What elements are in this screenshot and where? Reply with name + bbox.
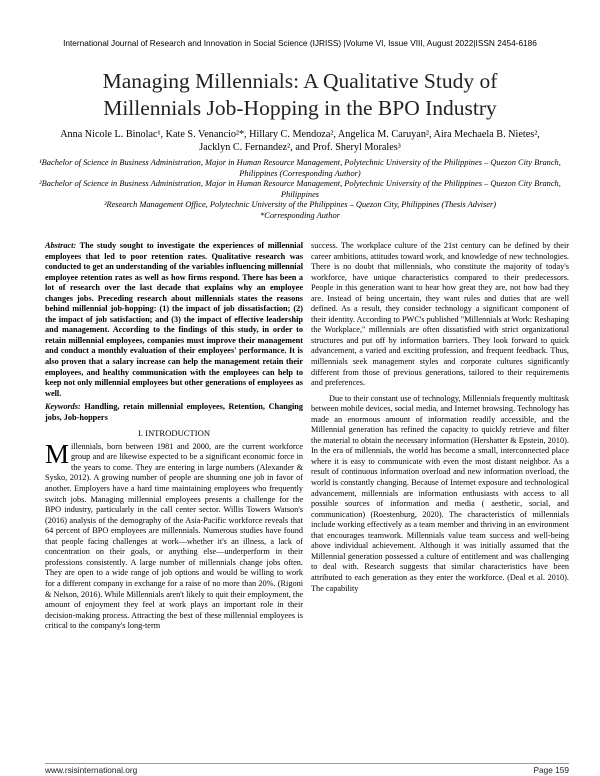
- corresponding-note: *Corresponding Author: [260, 210, 340, 220]
- left-column: [45, 241, 303, 632]
- footer-divider: [45, 763, 569, 764]
- abstract: [45, 241, 303, 399]
- affiliations: [30, 158, 570, 222]
- section-heading: I. INTRODUCTION: [137, 428, 211, 439]
- title-line-2: Millennials Job-Hopping in the BPO Industry: [103, 96, 497, 120]
- keywords-text: Handling, retain millennial employees, Retention, Changing jobs, Job-hoppers: [45, 402, 303, 422]
- author-list: [20, 128, 580, 154]
- affiliation-2: ²Bachelor of Science in Business Administration, Major in Human Resource Management, Polytechnic University of the Philippines – Quezon City Branch, Philippines: [39, 179, 561, 199]
- drop-cap: M: [45, 438, 70, 469]
- intro-text: illennials, born between 1981 and 2000, are the current workforce group and are likewise expected to be a significant economic force in the years to come. They are entering in large numbers (Alexander & Sysko, 2012). A growing number of people are shunning one job in favor of another. Employers have a hard time maintaining employees who frequently switch jobs. Managing millennial employees presents a challenge for the BPO industry, particularly in the call center sector. Willis Towers Watson's (2016) analysis of the demography of the Asia-Pacific workforce reveals that 64 percent of BPO employees are millennials. Numerous studies have found that people facing challenges at work—whether it's an illness, a lack of concentration on their goals, or anything else—underperform in their professions consistently. A large number of millennials change jobs often. They are open to a wide range of job options and would be willing to work for a different company in exchange for a raise of no more than 20%. (Rigoni & Nelson, 2016). While Millennials aren't likely to quit their employment, the amount of enjoyment they feel at work plays an important role in their decision-making process. Attracting the best of these millennial employees is critical to the company's long-term: [45, 441, 303, 631]
- abstract-label: Abstract:: [45, 241, 77, 250]
- title-line-1: Managing Millennials: A Qualitative Study of: [102, 69, 498, 93]
- abstract-text: The study sought to investigate the experiences of millennial employees that led to poor retention rates. Qualitative research was conducted to get an understanding of the variables influencing millennial employee retention rates as well as how firms respond. There has been a lot of research over the last decade that explains why an employee changes jobs. Preceding research about millennials states the reasons behind millennial job-hopping: (1) the impact of job dissatisfaction; (2) the impact of job satisfaction; and (3) the impact of effective leadership and management. According to the findings of this study, in order to retain millennial employees, companies must improve their management and conduct a monthly evaluation of their employees' performance. It is also proven that a salary increase can help the management retain their employees, and healthy communication with the employees can help to keep not only millennial employees but other generations of employees as well.: [45, 241, 303, 398]
- paper-title: [40, 68, 560, 122]
- affiliation-3: ³Research Management Office, Polytechnic University of the Philippines – Quezon City, Philippines (Thesis Adviser): [103, 200, 497, 210]
- journal-header: International Journal of Research and Innovation in Social Science (IJRISS) |Volume VI, Issue VIII, August 2022|ISSN 2454-6186: [63, 38, 537, 48]
- right-paragraph-1: success. The workplace culture of the 21st century can be defined by their career ambitions, attitudes toward work, and knowledge of new technologies. There is no doubt that millennials, who constitute the majority of today's workforce, have unique characteristics compared to their predecessors. People in this generation want to hear how great they are, not how bad they are. Instead of being uncertain, they want rules and duties that are well defined. As a result, they consider technology a significant component of their identity. According to PWC's published "Millennials at Work: Reshaping the Workplace," millennials are often dissatisfied with strict organizational structures and put off by information barriers. They look forward to quick advancement, a varied and exciting profession, and frequent feedback. Thus, millennials seek management styles and corporate cultures significantly different from those of previous generations, tailored to their requirements and preferences.: [311, 241, 569, 388]
- authors-line-2: Jacklyn C. Fernandez², and Prof. Sheryl Morales³: [199, 142, 401, 153]
- authors-line-1: Anna Nicole L. Binolac¹, Kate S. Venancio²*, Hillary C. Mendoza², Angelica M. Caruyan², Aira Mechaela B. Nietes²,: [60, 129, 540, 140]
- footer-website: www.rsisinternational.org: [45, 765, 138, 775]
- keywords: [45, 402, 303, 423]
- affiliation-1: ¹Bachelor of Science in Business Administration, Major in Human Resource Management, Polytechnic University of the Philippines – Quezon City Branch, Philippines (Corresponding Author): [39, 158, 561, 178]
- intro-paragraph: [45, 438, 303, 632]
- keywords-label: Keywords:: [45, 402, 81, 412]
- right-column: [311, 241, 569, 594]
- right-paragraph-2: Due to their constant use of technology, Millennials frequently multitask between mobile devices, social media, and Internet browsing. Technology has made an enormous amount of information readily accessible, and the Millennial generation has refined the capacity to quickly retrieve and filter the material to obtain the necessary information (Hershatter & Epstein, 2010). In the era of millennials, the world has become a small, interconnected place where it is easy to communicate with even the most distant neighbor. As a result of continuous information overload and new information overload, the world is constantly changing. Because of Internet exposure and technological advancement, millennials are information enthusiasts with access to all possible sources of information and media ( aesthetic, social, and communication) (Roestenburg, 2020). The characteristics of millennials include working effectively as a team member and thriving in an environment that encourages teamwork. Millennials value team success and well-being above individual achievement. Although it was initially assumed that the Millennial generation possessed a culture of entitlement and was challenging to deal with. Research suggests that similar characteristics have been attributed to each generation as they enter the workforce. (Deal et al. 2010). The capability: [311, 393, 569, 593]
- footer-page-number: Page 159: [533, 765, 569, 775]
